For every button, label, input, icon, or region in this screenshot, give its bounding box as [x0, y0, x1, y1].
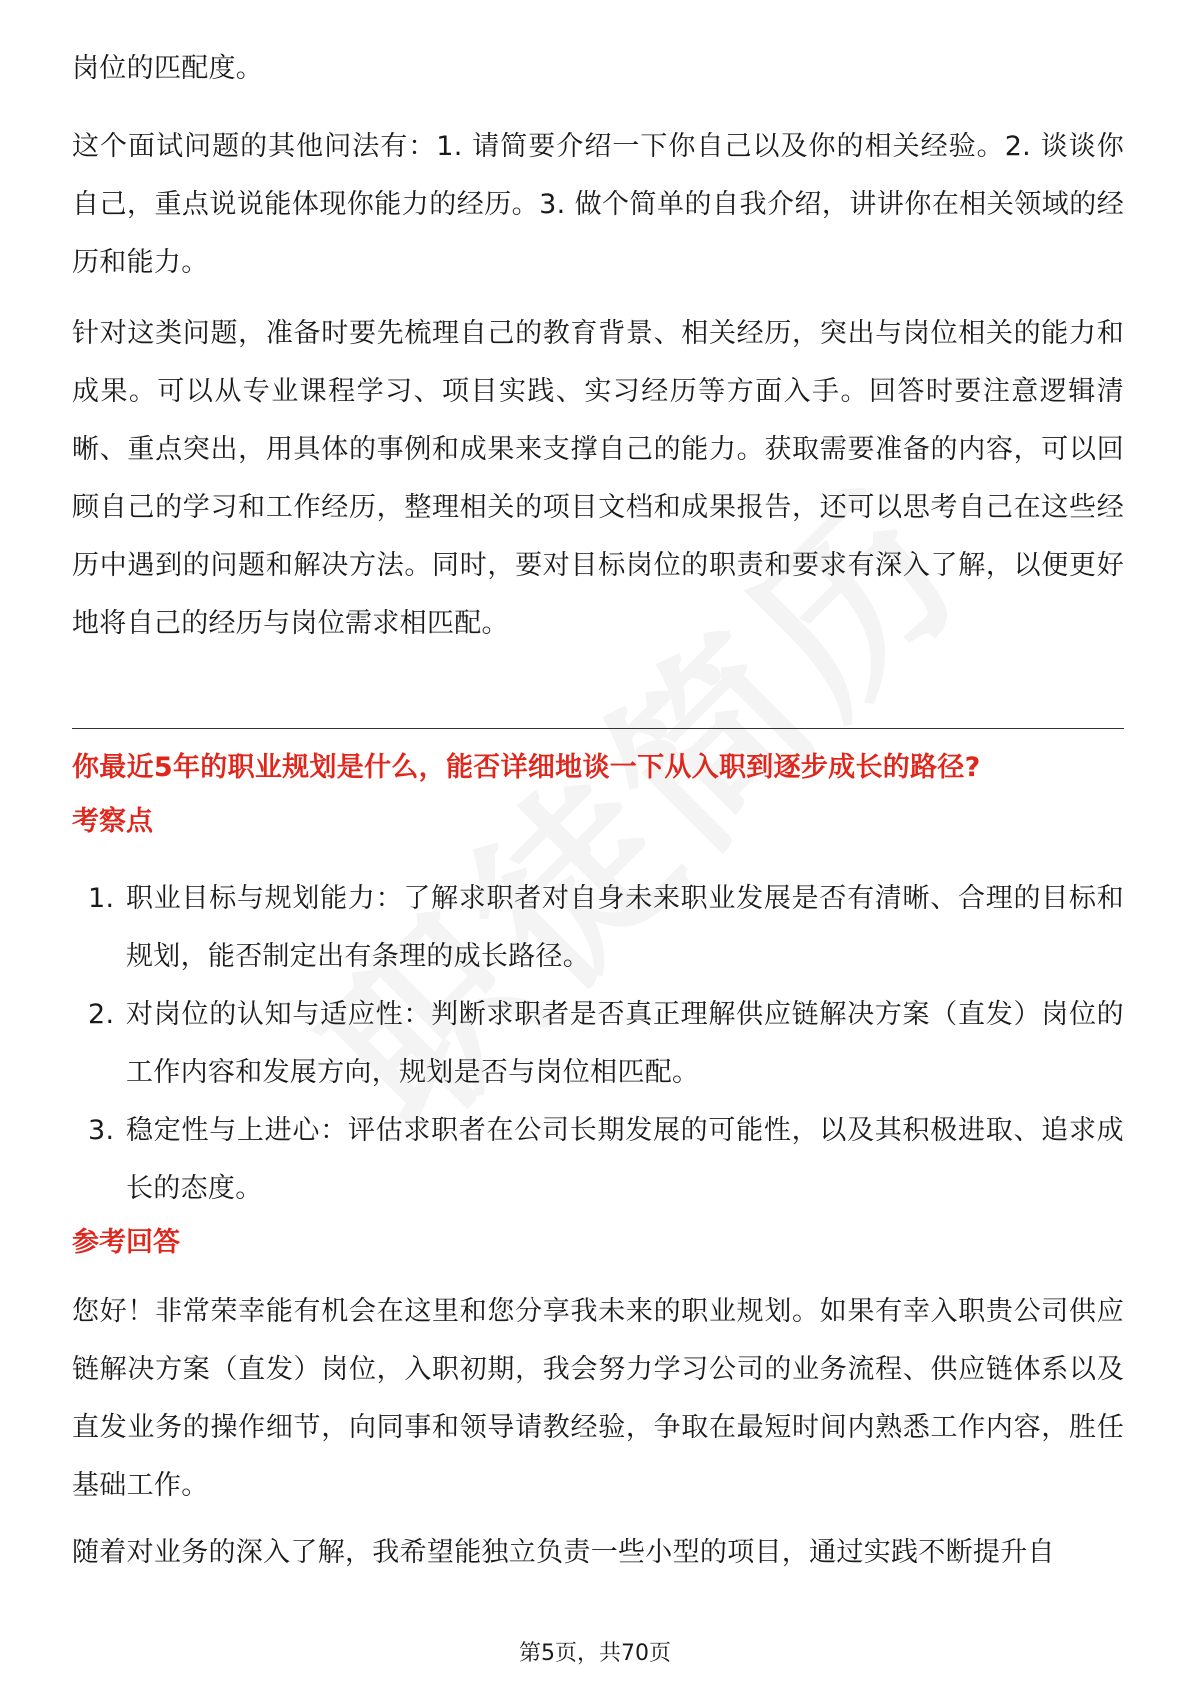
list-item-text: 稳定性与上进心：评估求职者在公司长期发展的可能性，以及其积极进取、追求成长的态度。: [126, 1115, 1124, 1204]
exam-points-list: [72, 870, 1124, 1218]
intro-paragraph-1: [72, 40, 1124, 98]
question-heading: 你最近5年的职业规划是什么，能否详细地谈一下从入职到逐步成长的路径?: [72, 752, 981, 783]
section-divider: [72, 728, 1124, 729]
answer-paragraph-1: [72, 1283, 1124, 1515]
paragraph: 这个面试问题的其他问法有：1. 请简要介绍一下你自己以及你的相关经验。2. 谈谈你自己，重点说说能体现你能力的经历。3. 做个简单的自我介绍，讲讲你在相关领域的经历和能力。: [72, 131, 1124, 278]
list-item-text: 对岗位的认知与适应性：判断求职者是否真正理解供应链解决方案（直发）岗位的工作内容和发展方向，规划是否与岗位相匹配。: [126, 999, 1124, 1088]
paragraph: 随着对业务的深入了解，我希望能独立负责一些小型的项目，通过实践不断提升自: [72, 1537, 1055, 1568]
reference-answer-label: 参考回答: [72, 1227, 180, 1258]
list-item: [72, 986, 1124, 1102]
paragraph: 岗位的匹配度。: [72, 53, 264, 84]
answer-paragraph-2: [72, 1524, 1124, 1582]
list-item-text: 职业目标与规划能力：了解求职者对自身未来职业发展是否有清晰、合理的目标和规划，能否制定出有条理的成长路径。: [126, 883, 1124, 972]
paragraph: 针对这类问题，准备时要先梳理自己的教育背景、相关经历，突出与岗位相关的能力和成果。可以从专业课程学习、项目实践、实习经历等方面入手。回答时要注意逻辑清晰、重点突出，用具体的事例和成果来支撑自己的能力。获取需要准备的内容，可以回顾自己的学习和工作经历，整理相关的项目文档和成果报告，还可以思考自己在这些经历中遇到的问题和解决方法。同时，要对目标岗位的职责和要求有深入了解，以便更好地将自己的经历与岗位需求相匹配。: [72, 318, 1124, 639]
paragraph: 您好！非常荣幸能有机会在这里和您分享我未来的职业规划。如果有幸入职贵公司供应链解决方案（直发）岗位，入职初期，我会努力学习公司的业务流程、供应链体系以及直发业务的操作细节，向同事和领导请教经验，争取在最短时间内熟悉工作内容，胜任基础工作。: [72, 1296, 1124, 1501]
intro-paragraph-2: [72, 118, 1124, 292]
list-number: 3.: [88, 1115, 115, 1146]
list-number: 2.: [88, 999, 115, 1030]
list-item: [72, 870, 1124, 986]
intro-paragraph-3: [72, 305, 1124, 653]
exam-points-label: 考察点: [72, 806, 153, 837]
page-number: 第5页，共70页: [519, 1641, 671, 1666]
list-number: 1.: [88, 883, 115, 914]
list-item: [72, 1102, 1124, 1218]
